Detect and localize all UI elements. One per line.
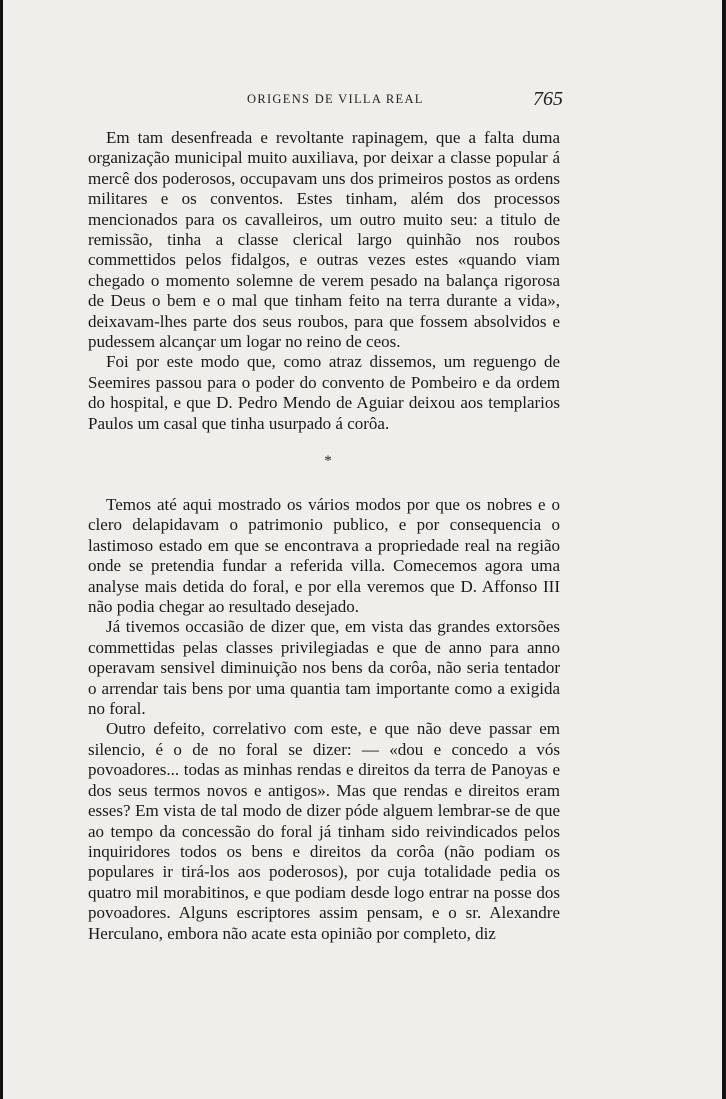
paragraph: Já tivemos occasião de dizer que, em vista das grandes extorsões commettidas pelas classes privilegiadas e que de anno para anno operavam sensivel diminuição nos bens da corôa, não seria tentador o arrendar tais bens por uma quantia tam importante como a exigida no foral.	[88, 617, 560, 719]
paragraph: Em tam desenfreada e revoltante rapinagem, que a falta duma organização municipal muito auxiliava, por deixar a classe popular á mercê dos poderosos, occupavam uns dos primeiros postos as ordens militares e os conventos. Estes tinham, além dos processos mencionados para os cavalleiros, um outro muito seu: a titulo de remissão, tinha a classe clerical largo quinhão nos roubos commettidos pelos fidalgos, e outras vezes estes «quando viam chegado o momento solemne de verem pesado na balança rigorosa de Deus o bem e o mal que tinham feito na terra durante a vida», deixavam-lhes parte dos seus roubos, para que fossem absolvidos e pudessem alcançar um logar no reino de ceos.	[88, 128, 560, 352]
text-block-2	[88, 495, 560, 944]
section-separator: *	[324, 453, 332, 469]
paragraph: Foi por este modo que, como atraz dissemos, um reguengo de Seemires passou para o poder do convento de Pombeiro e da ordem do hospital, e que D. Pedro Mendo de Aguiar deixou aos templarios Paulos um casal que tinha usurpado á corôa.	[88, 352, 560, 433]
running-title: ORIGENS DE VILLA REAL	[247, 92, 424, 106]
paragraph: Outro defeito, correlativo com este, e que não deve passar em silencio, é o de no foral se dizer: — «dou e concedo a vós povoadores... todas as minhas rendas e direitos da terra de Panoyas e dos seus termos novos e antigos». Mas que rendas e direitos eram esses? Em vista de tal modo de dizer póde alguem lembrar-se de que ao tempo da concessão do foral já tinham sido reivindicados pelos inquiridores todos os bens e direitos da corôa (não podiam os populares ir tirá-los aos poderosos), por cuja totalidade pedia os quatro mil morabitinos, e que podiam desde logo entrar na posse dos povoadores. Alguns escriptores assim pensam, e o sr. Alexandre Herculano, embora não acate esta opinião por completo, diz	[88, 719, 560, 943]
paragraph: Temos até aqui mostrado os vários modos por que os nobres e o clero delapidavam o patrimonio publico, e por consequencia o lastimoso estado em que se encontrava a propriedade real na região onde se pretendia fundar a referida villa. Comecemos agora uma analyse mais detida do foral, e por ella veremos que D. Affonso III não podia chegar ao resultado desejado.	[88, 495, 560, 617]
page-number: 765	[533, 88, 563, 110]
page-header	[0, 88, 726, 112]
text-block-1	[88, 128, 560, 434]
